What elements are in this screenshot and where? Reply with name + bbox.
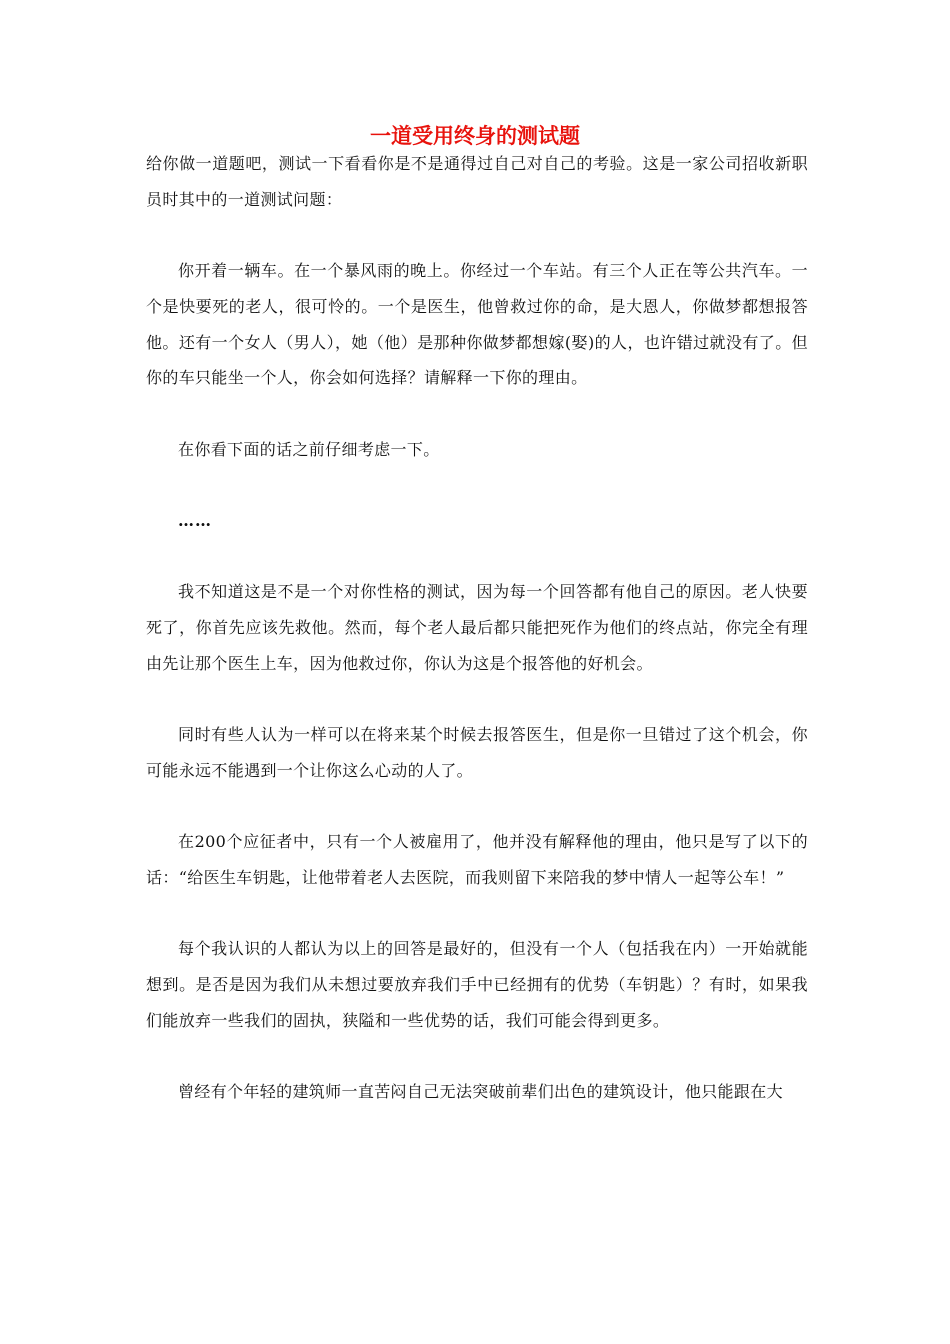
- paragraph-gap: [146, 396, 808, 432]
- paragraph-gap: [146, 681, 808, 717]
- paragraph-gap: [146, 539, 808, 575]
- document-title: 一道受用终身的测试题: [370, 123, 580, 148]
- analysis-paragraph-2: 同时有些人认为一样可以在将来某个时候去报答医生，但是你一旦错过了这个机会，你可能永远不能遇到一个让你这么心动的人了。: [146, 725, 808, 780]
- paragraph-gap: [146, 217, 808, 253]
- answer-paragraph: 在200个应征者中，只有一个人被雇用了，他并没有解释他的理由，他只是写了以下的话：“给医生车钥匙，让他带着老人去医院，而我则留下来陪我的梦中情人一起等公车！”: [146, 832, 808, 887]
- question-paragraph: 你开着一辆车。在一个暴风雨的晚上。你经过一个车站。有三个人正在等公共汽车。一个是快要死的老人，很可怜的。一个是医生，他曾救过你的命，是大恩人，你做梦都想报答他。还有一个女人（男人），她（他）是那种你做梦都想嫁(娶)的人，也许错过就没有了。但你的车只能坐一个人，你会如何选择？请解释一下你的理由。: [146, 261, 808, 388]
- think-prompt-paragraph: 在你看下面的话之前仔细考虑一下。: [178, 439, 440, 459]
- story-paragraph: 曾经有个年轻的建筑师一直苦闷自己无法突破前辈们出色的建筑设计，他只能跟在大: [178, 1082, 783, 1102]
- paragraph-gap: [146, 896, 808, 932]
- document-body: [146, 146, 808, 1110]
- analysis-paragraph-1: 我不知道这是不是一个对你性格的测试，因为每一个回答都有他自己的原因。老人快要死了，你首先应该先救他。然而，每个老人最后都只能把死作为他们的终点站，你完全有理由先让那个医生上车，因为他救过你，你认为这是个报答他的好机会。: [146, 582, 808, 673]
- ellipsis-separator: ……: [178, 510, 212, 530]
- lesson-paragraph: 每个我认识的人都认为以上的回答是最好的，但没有一个人（包括我在内）一开始就能想到。是否是因为我们从未想过要放弃我们手中已经拥有的优势（车钥匙）？有时，如果我们能放弃一些我们的固执，狭隘和一些优势的话，我们可能会得到更多。: [146, 939, 808, 1030]
- paragraph-gap: [146, 789, 808, 825]
- paragraph-gap: [146, 467, 808, 503]
- intro-paragraph: 给你做一道题吧，测试一下看看你是不是通得过自己对自己的考验。这是一家公司招收新职员时其中的一道测试问题：: [146, 154, 808, 209]
- paragraph-gap: [146, 1038, 808, 1074]
